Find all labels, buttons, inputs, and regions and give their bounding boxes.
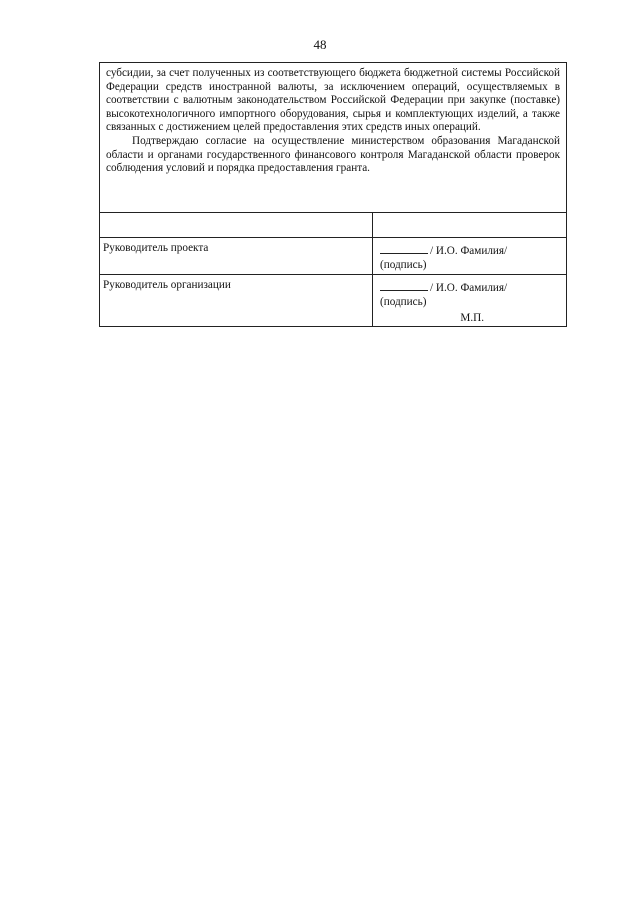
project-lead-signature-cell: [373, 238, 567, 275]
org-head-label: Руководитель организации: [103, 279, 231, 291]
org-head-signature-line: [380, 279, 566, 296]
signature-blank: [380, 279, 428, 291]
project-lead-label: Руководитель проекта: [103, 242, 209, 254]
empty-row: [100, 213, 567, 238]
org-head-signature-cell: [373, 275, 567, 327]
org-head-role-cell: [100, 275, 373, 327]
consent-text-cell: [100, 63, 567, 213]
consent-text-row: [100, 63, 567, 213]
page-number: 48: [313, 37, 327, 52]
project-lead-name-placeholder: / И.О. Фамилия/: [430, 245, 508, 257]
empty-cell-right: [373, 213, 567, 238]
project-lead-signature-caption: (подпись): [380, 258, 427, 271]
project-lead-row: [100, 238, 567, 275]
empty-cell-left: [100, 213, 373, 238]
org-head-signature-caption: (подпись): [380, 295, 427, 308]
consent-form-table: [99, 62, 567, 327]
org-head-row: [100, 275, 567, 327]
consent-paragraph-2: Подтверждаю согласие на осуществление министерством образования Магаданской области и органами государственного финансового контроля Магаданской области проверок соблюдения условий и порядка предоставления гранта.: [106, 134, 561, 175]
project-lead-role-cell: [100, 238, 373, 275]
org-head-name-placeholder: / И.О. Фамилия/: [430, 282, 508, 294]
project-lead-signature-line: [380, 242, 566, 259]
signature-blank: [380, 242, 428, 254]
stamp-placeholder: М.П.: [460, 312, 485, 325]
consent-paragraph-1: субсидии, за счет полученных из соответствующего бюджета бюджетной системы Российской Федерации средств иностранной валюты, за исключением операций, осуществляемых в соответствии с валютным законодательством Российской Федерации при закупке (поставке) высокотехнологичного импортного оборудования, сырья и комплектующих изделий, а также связанных с достижением целей предоставления этих средств иных операций.: [106, 67, 561, 134]
